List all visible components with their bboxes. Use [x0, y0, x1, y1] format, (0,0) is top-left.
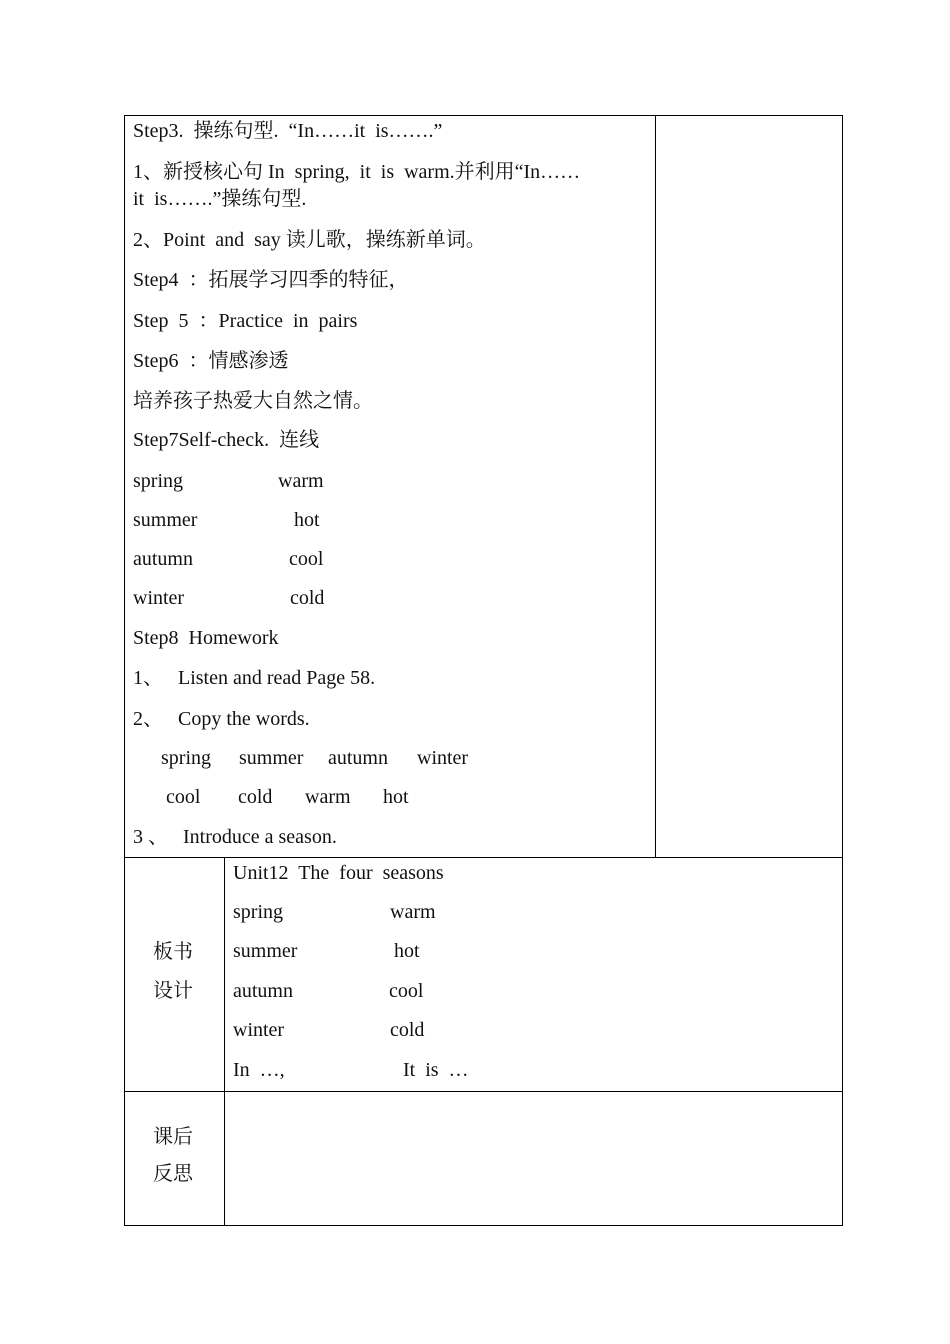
row-divider-1: [124, 857, 843, 858]
table-border-top: [124, 115, 843, 116]
label-column-divider: [224, 857, 225, 1226]
copy-word: spring: [161, 747, 211, 769]
step3-title: Step3. 操练句型. “In……it is…….”: [133, 120, 443, 142]
board-feeling: cool: [389, 980, 424, 1002]
step3-item1-line2: it is…….”操练句型.: [133, 188, 307, 210]
copy-word: winter: [417, 747, 469, 769]
step3-item1-line1: 1、新授核心句 In spring, it is warm.并利用“In……: [133, 161, 581, 183]
step4: Step4 ：拓展学习四季的特征，: [133, 269, 409, 291]
step6: Step6 ：情感渗透: [133, 350, 289, 372]
hw1-text: Listen and read Page 58.: [178, 667, 376, 689]
hw3-text: Introduce a season.: [183, 826, 337, 848]
match-feeling: cool: [289, 548, 324, 570]
table-border-bottom: [124, 1225, 843, 1226]
board-feeling: cold: [390, 1019, 425, 1041]
reflection-label-line2: 反思: [153, 1163, 193, 1185]
board-title: Unit12 The four seasons: [233, 862, 444, 884]
hw3-num: 3 、: [133, 826, 168, 848]
copy-word: warm: [305, 786, 351, 808]
table-border-right: [842, 115, 843, 1226]
row-divider-2: [124, 1091, 843, 1092]
board-label-line1: 板书: [153, 941, 193, 963]
match-feeling: hot: [294, 509, 320, 531]
match-season: summer: [133, 509, 198, 531]
copy-word: autumn: [328, 747, 388, 769]
board-season: spring: [233, 901, 283, 923]
match-season: spring: [133, 470, 183, 492]
board-feeling: warm: [390, 901, 436, 923]
board-season: winter: [233, 1019, 285, 1041]
step3-item2: 2、Point and say 读儿歌，操练新单词。: [133, 229, 486, 251]
copy-word: summer: [239, 747, 304, 769]
hw2-num: 2、: [133, 708, 163, 730]
match-feeling: cold: [290, 587, 325, 609]
reflection-label-line1: 课后: [153, 1126, 193, 1148]
match-season: autumn: [133, 548, 193, 570]
match-feeling: warm: [278, 470, 324, 492]
board-pattern-left: In …,: [233, 1059, 285, 1081]
step8: Step8 Homework: [133, 627, 279, 649]
board-pattern-right: It is …: [403, 1059, 469, 1081]
table-border-left: [124, 115, 125, 1226]
copy-word: cold: [238, 786, 273, 808]
step6-detail: 培养孩子热爱大自然之情。: [133, 390, 373, 412]
step5: Step 5 ：Practice in pairs: [133, 310, 358, 332]
step7: Step7Self-check. 连线: [133, 429, 320, 451]
hw1-num: 1、: [133, 667, 163, 689]
board-season: autumn: [233, 980, 293, 1002]
copy-word: cool: [166, 786, 201, 808]
row1-divider-vertical: [655, 115, 656, 858]
hw2-text: Copy the words.: [178, 708, 310, 730]
board-season: summer: [233, 940, 298, 962]
copy-word: hot: [383, 786, 409, 808]
board-label-line2: 设计: [153, 980, 193, 1002]
match-season: winter: [133, 587, 185, 609]
board-feeling: hot: [394, 940, 420, 962]
